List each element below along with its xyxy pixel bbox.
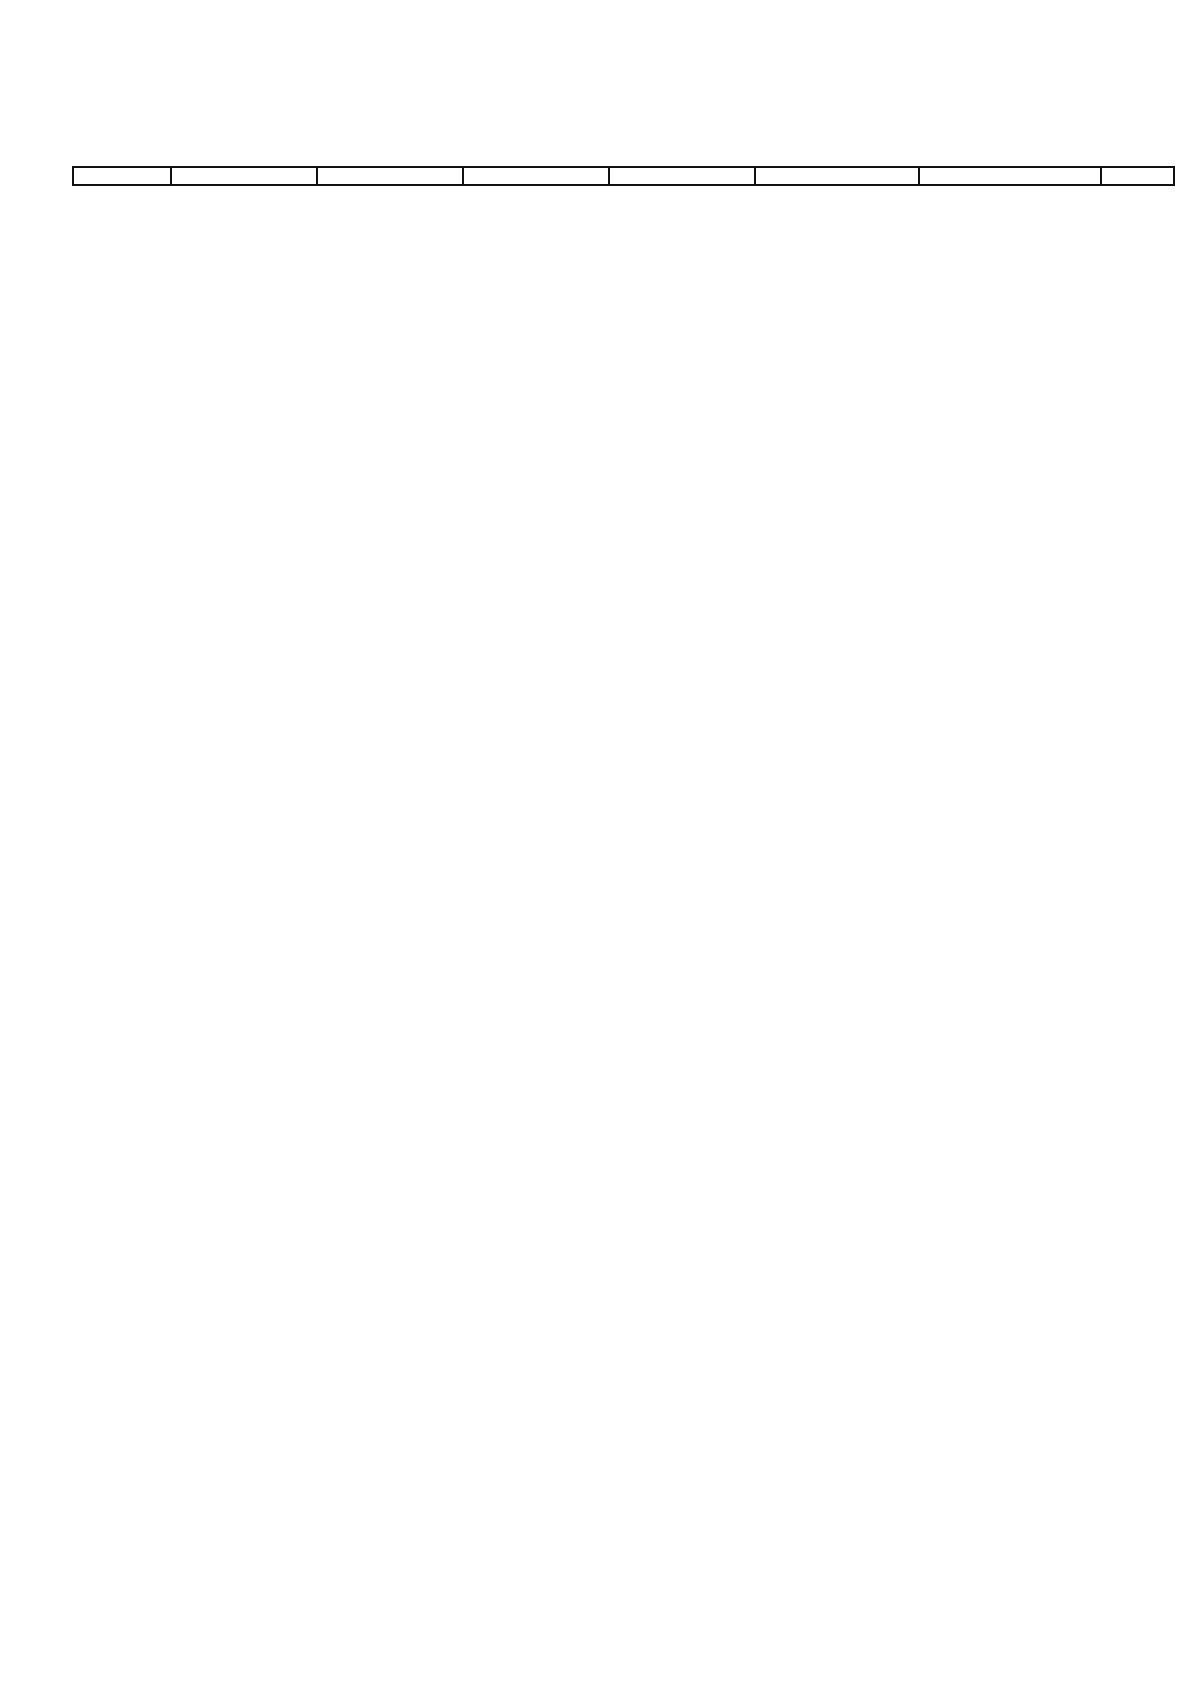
- header-conditionnel: [609, 167, 755, 185]
- page-title: [0, 68, 1200, 74]
- header-present-subjonctif: [919, 167, 1101, 185]
- header-futur: [463, 167, 609, 185]
- header-verbe: [73, 167, 171, 185]
- header-present: [171, 167, 317, 185]
- header-row: [73, 167, 1174, 185]
- header-imparfait: [317, 167, 463, 185]
- conjugation-table: [72, 166, 1175, 186]
- header-imperatif: [1101, 167, 1174, 185]
- header-passe-compose: [755, 167, 919, 185]
